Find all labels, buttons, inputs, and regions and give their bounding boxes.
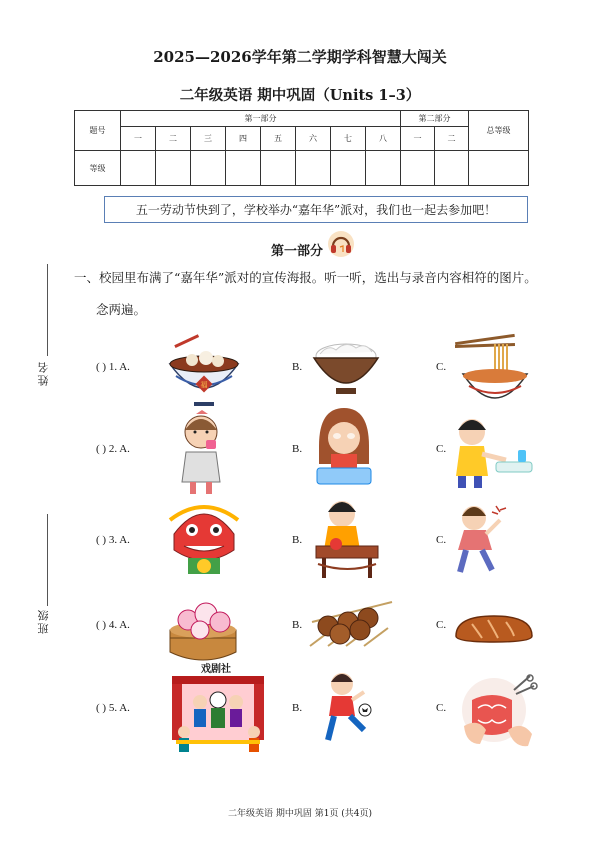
score-col: 三 (191, 127, 226, 151)
score-table (74, 110, 529, 186)
score-part2-header: 第二部分 (401, 111, 469, 127)
score-col: 二 (156, 127, 191, 151)
paper-cut-hands-icon[interactable] (458, 670, 538, 752)
headset-icon (327, 230, 355, 258)
question-4-number: ( ) 4. A. (96, 619, 130, 631)
score-cell[interactable] (156, 151, 191, 186)
question-1-number: ( ) 1. A. (96, 361, 130, 373)
option-4b-label: B. (292, 619, 303, 631)
option-3c-label: C. (436, 534, 447, 546)
question-title: 一、校园里布满了“嘉年华”派对的宣传海报。听一听，选出与录音内容相符的图片。 (74, 270, 537, 285)
girl-dancing-icon[interactable] (452, 502, 508, 584)
lion-dance-icon[interactable] (164, 500, 244, 580)
question-3-number: ( ) 3. A. (96, 534, 130, 546)
score-col: 一 (401, 127, 435, 151)
option-1b-label: B. (292, 361, 303, 373)
score-col: 五 (261, 127, 296, 151)
option-1c-label: C. (436, 361, 447, 373)
option-2b-label: B. (292, 443, 303, 455)
class-line (47, 514, 48, 606)
option-3b-label: B. (292, 534, 303, 546)
option-5c-label: C. (436, 702, 447, 714)
option-4c-label: C. (436, 619, 447, 631)
question-2-number: ( ) 2. A. (96, 443, 130, 455)
name-label: 姓名 (37, 360, 50, 386)
score-col: 七 (331, 127, 366, 151)
score-col: 六 (296, 127, 331, 151)
takoyaki-icon[interactable] (306, 596, 398, 648)
score-cell[interactable] (191, 151, 226, 186)
opera-stage-icon[interactable] (166, 662, 270, 754)
girl-washing-face-icon[interactable] (313, 406, 375, 486)
rice-bowl-icon[interactable] (310, 336, 382, 398)
section-label: 第一部分 (271, 244, 324, 259)
score-cell[interactable] (331, 151, 366, 186)
page-subtitle: 二年级英语 期中巩固（Units 1–3） (179, 87, 421, 104)
tangyuan-bowl-icon[interactable] (166, 334, 242, 406)
score-cell[interactable] (366, 151, 401, 186)
score-col: 二 (435, 127, 469, 151)
opera-sign: 戏剧社 (201, 664, 231, 675)
dumplings-steamer-icon[interactable] (166, 590, 240, 666)
girl-paper-cutting-icon[interactable] (310, 496, 384, 582)
score-cell[interactable] (226, 151, 261, 186)
score-label-question: 题号 (75, 111, 121, 151)
page-title: 2025—2026学年第二学期学科智慧大闯关 (153, 48, 447, 66)
question-5-number: ( ) 5. A. (96, 702, 130, 714)
score-label-grade: 等级 (75, 151, 121, 186)
score-cell[interactable] (296, 151, 331, 186)
boy-football-icon[interactable] (322, 670, 372, 750)
score-col: 一 (121, 127, 156, 151)
score-col: 八 (366, 127, 401, 151)
page-footer: 二年级英语 期中巩固 第1页 (共4页) (227, 809, 373, 819)
score-col: 四 (226, 127, 261, 151)
girl-washing-hands-icon[interactable] (452, 414, 534, 490)
class-label: 班级 (37, 608, 50, 634)
score-cell[interactable] (401, 151, 435, 186)
intro-banner: 五一劳动节快到了，学校举办“嘉年华”派对，我们也一起去参加吧！ (104, 196, 528, 223)
score-cell[interactable] (261, 151, 296, 186)
girl-drinking-icon[interactable] (176, 408, 226, 496)
score-cell[interactable] (121, 151, 156, 186)
option-5b-label: B. (292, 702, 303, 714)
bread-icon[interactable] (452, 612, 534, 644)
score-total-cell[interactable] (469, 151, 529, 186)
score-total-header: 总等级 (469, 111, 529, 151)
score-part1-header: 第一部分 (121, 111, 401, 127)
lantern-char: 福 (200, 381, 208, 389)
score-cell[interactable] (435, 151, 469, 186)
question-subtitle: 念两遍。 (96, 302, 147, 317)
name-line (47, 264, 48, 356)
noodles-bowl-icon[interactable] (455, 330, 535, 410)
option-2c-label: C. (436, 443, 447, 455)
